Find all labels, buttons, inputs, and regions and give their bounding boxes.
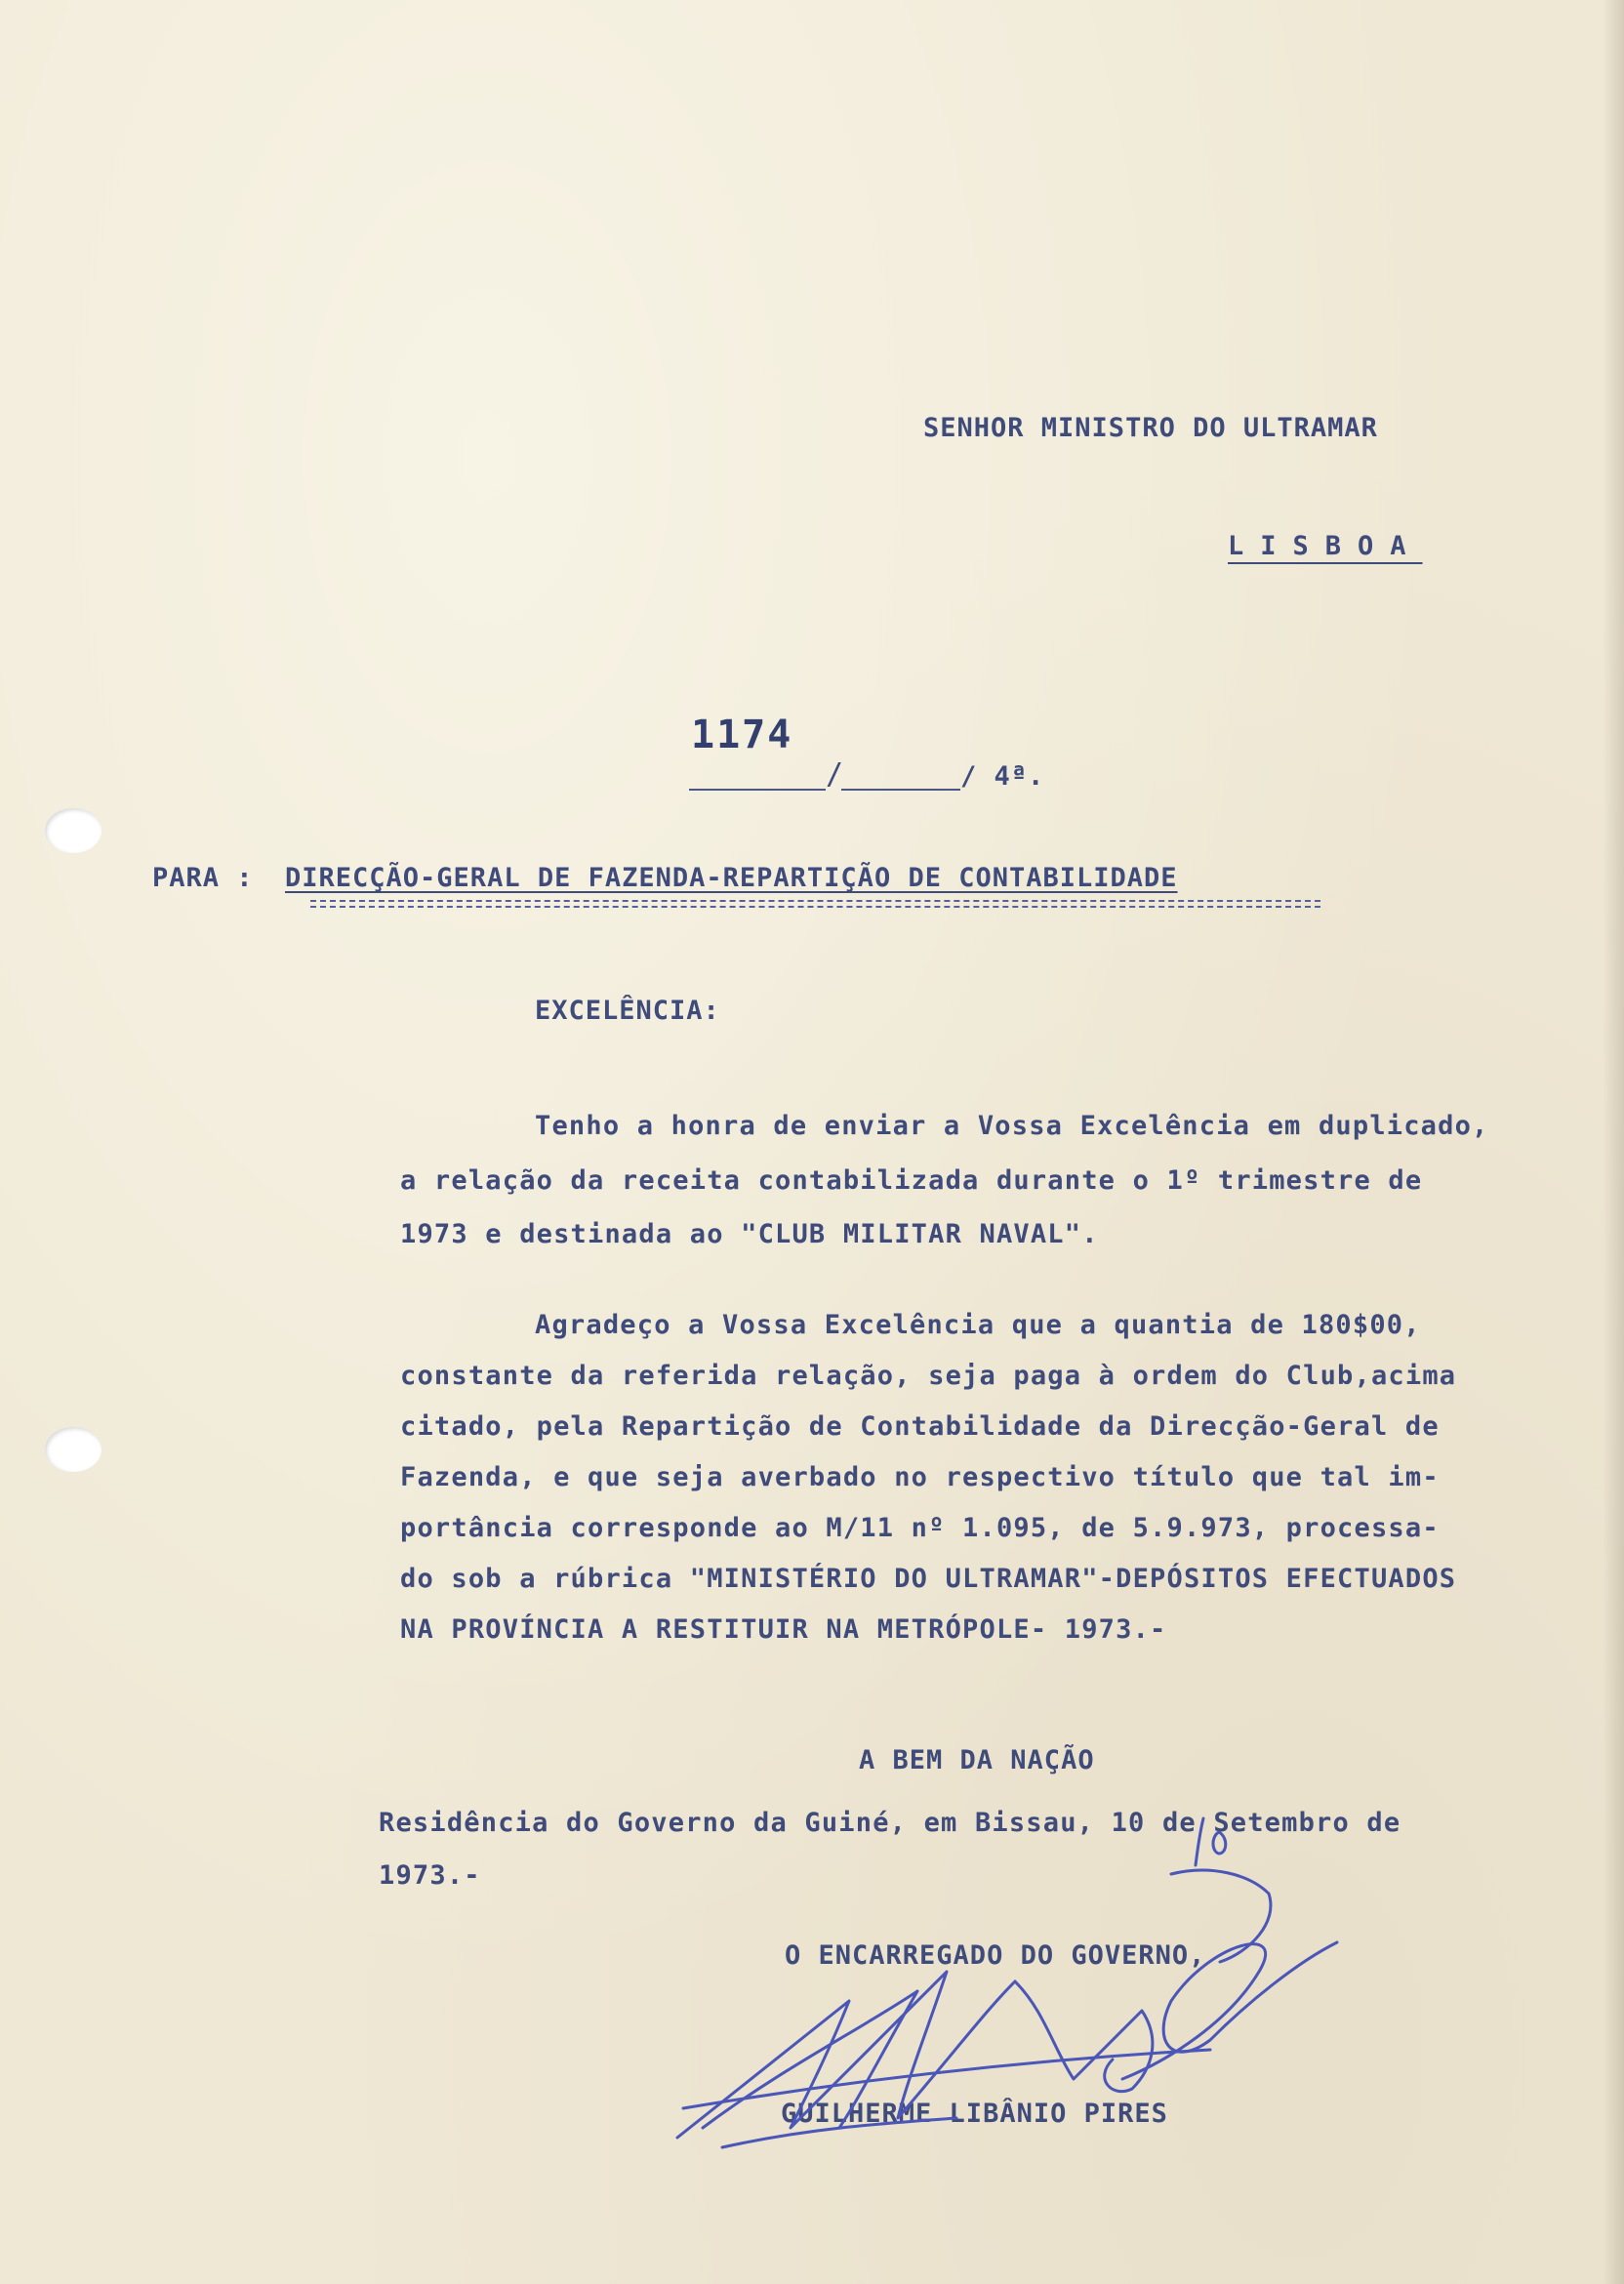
paragraph1-line: a relação da receita contabilizada durante o 1º trimestre de: [400, 1165, 1423, 1196]
reference-number: 1174: [691, 713, 793, 757]
reference-suffix: / 4ª.: [960, 761, 1045, 792]
paragraph1-line: Tenho a honra de enviar a Vossa Excelência em duplicado,: [535, 1111, 1489, 1141]
addressee-city: LISBOA: [1228, 531, 1423, 561]
paragraph2-line: NA PROVÍNCIA A RESTITUIR NA METRÓPOLE- 1973.-: [400, 1614, 1167, 1645]
reference-blank-2: [841, 789, 960, 791]
paragraph2-line: do sob a rúbrica "MINISTÉRIO DO ULTRAMAR"-DEPÓSITOS EFECTUADOS: [400, 1564, 1457, 1594]
para-label: PARA :: [152, 863, 254, 893]
para-destination: DIRECÇÃO-GERAL DE FAZENDA-REPARTIÇÃO DE CONTABILIDADE: [285, 863, 1178, 893]
paragraph2-line: citado, pela Repartição de Contabilidade da Direcção-Geral de: [400, 1411, 1440, 1442]
reference-blank-1: [689, 789, 826, 791]
paragraph2-line: Fazenda, e que seja averbado no respectivo título que tal im-: [400, 1462, 1440, 1492]
addressee-line: SENHOR MINISTRO DO ULTRAMAR: [923, 413, 1378, 443]
signatory-title: O ENCARREGADO DO GOVERNO,: [785, 1940, 1206, 1971]
para-double-underline: [310, 900, 1320, 908]
paragraph2-line: portância corresponde ao M/11 nº 1.095, de 5.9.973, processa-: [400, 1513, 1440, 1543]
paragraph2-line: Agradeço a Vossa Excelência que a quantia de 180$00,: [535, 1310, 1421, 1340]
signatory-name: GUILHERME LIBÂNIO PIRES: [781, 2099, 1168, 2129]
salutation: EXCELÊNCIA:: [535, 996, 720, 1026]
paragraph2-line: constante da referida relação, seja paga à ordem do Club,acima: [400, 1361, 1457, 1391]
paragraph1-line: 1973 e destinada ao "CLUB MILITAR NAVAL".: [400, 1219, 1099, 1249]
punch-hole-bottom: [45, 1427, 102, 1472]
place-date-line: 1973.-: [379, 1860, 481, 1891]
closing-formula: A BEM DA NAÇÃO: [859, 1745, 1095, 1775]
paper-edge-shadow: [1603, 0, 1624, 2284]
reference-separator: /: [826, 757, 844, 792]
handwritten-signature: [664, 1835, 1366, 2167]
place-date-line: Residência do Governo da Guiné, em Bissau, 10 de Setembro de: [379, 1808, 1401, 1838]
handwritten-day-mark: [1186, 1811, 1244, 1869]
punch-hole-top: [45, 808, 102, 853]
